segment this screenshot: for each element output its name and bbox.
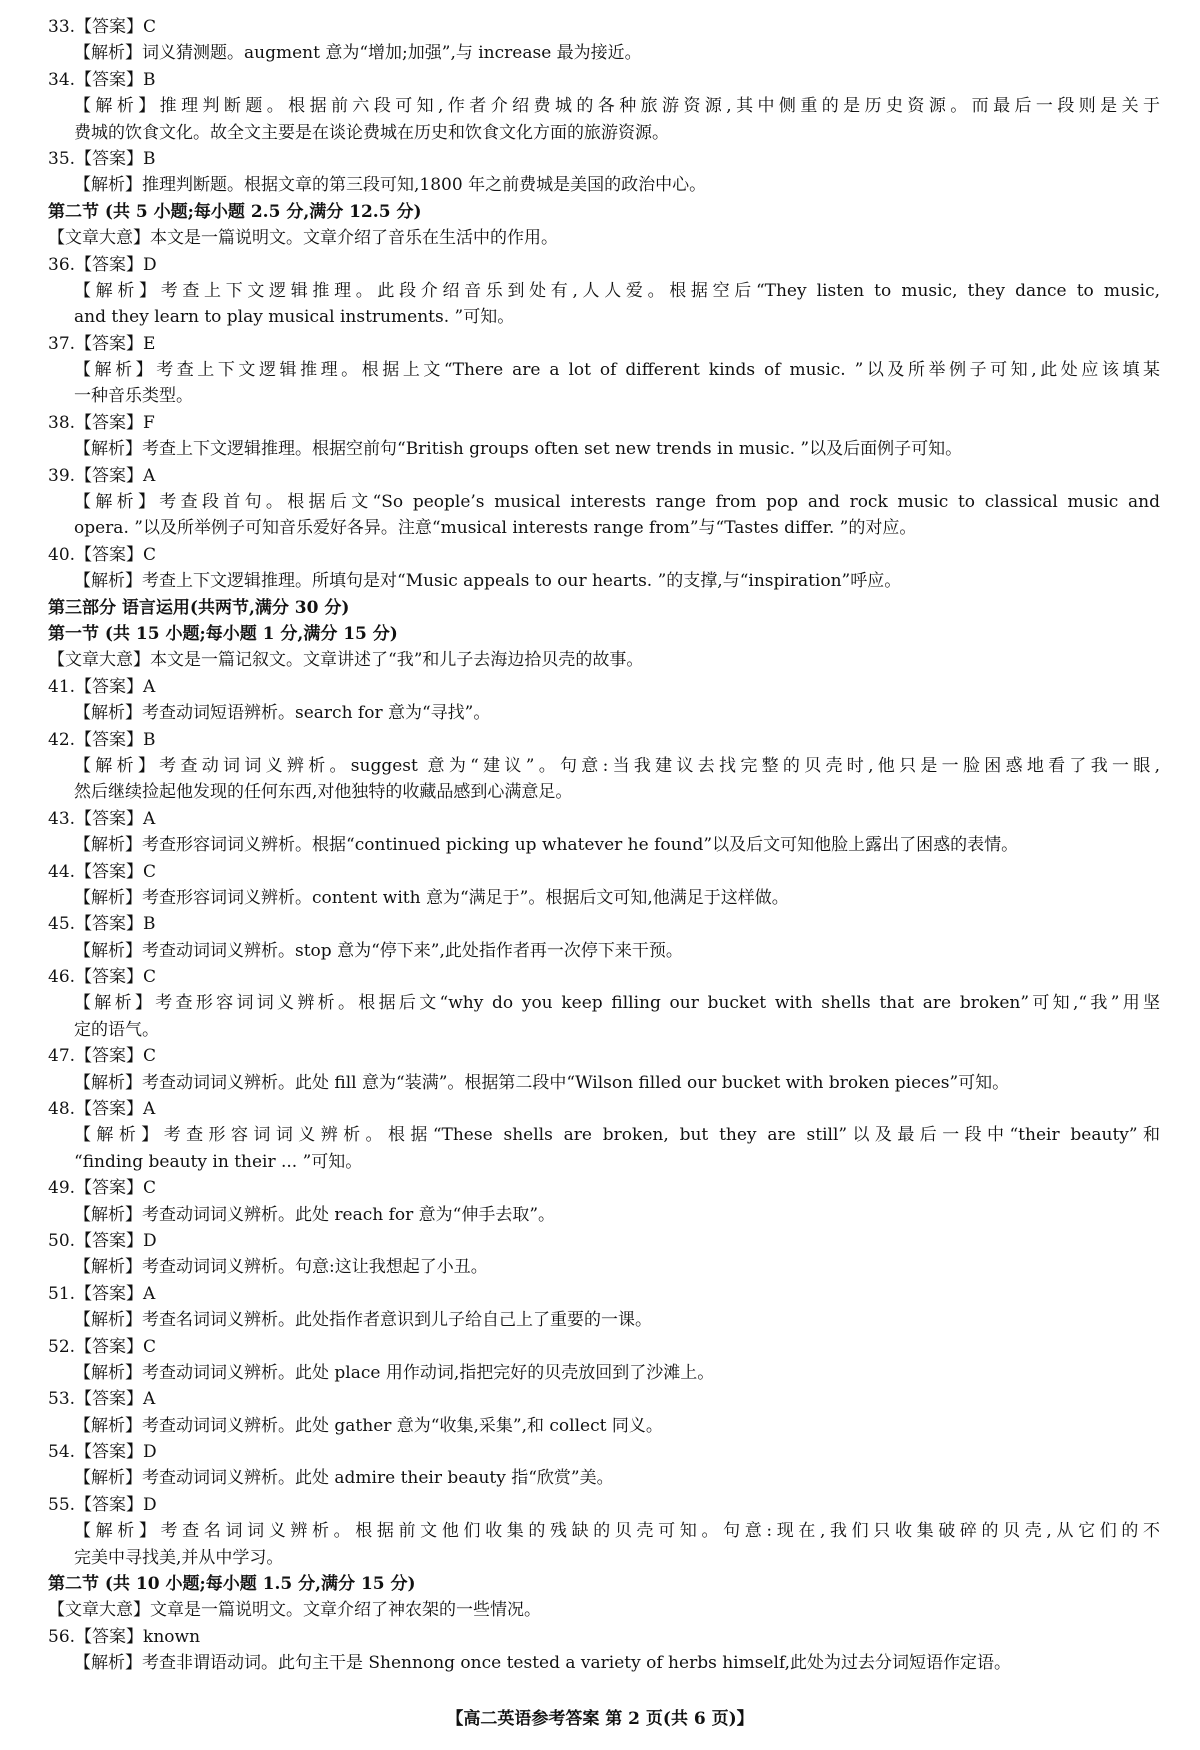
explanation-line: 【解析】考查动词词义辨析。suggest 意为“建议”。句意:当我建议去找完整的贝壳时,他只是一脸困惑地看了我一眼, — [74, 755, 1160, 776]
article-summary: 【文章大意】文章是一篇说明文。文章介绍了神农架的一些情况。 — [48, 1600, 541, 1621]
explanation-line: 【解析】考查上下文逻辑推理。所填句是对“Music appeals to our hearts. ”的支撑,与“inspiration”呼应。 — [74, 571, 902, 592]
explanation-line: 【解析】考查形容词词义辨析。根据“These shells are broken, but they are still”以及最后一段中“their beauty”和 — [74, 1125, 1160, 1146]
explanation-line: 【解析】考查上下文逻辑推理。此段介绍音乐到处有,人人爱。根据空后“They listen to music, they dance to music, — [74, 280, 1160, 301]
answer-line: 47.【答案】C — [48, 1046, 157, 1067]
explanation-line: 【解析】考查形容词词义辨析。根据“continued picking up whatever he found”以及后文可知他脸上露出了困惑的表情。 — [74, 835, 1019, 856]
answer-line: 52.【答案】C — [48, 1336, 157, 1357]
explanation-line: 【解析】词义猜测题。augment 意为“增加;加强”,与 increase 最为接近。 — [74, 43, 642, 64]
answer-line: 55.【答案】D — [48, 1494, 157, 1515]
answer-line: 40.【答案】C — [48, 544, 157, 565]
explanation-line: 【解析】考查名词词义辨析。此处指作者意识到儿子给自己上了重要的一课。 — [74, 1310, 652, 1331]
explanation-line: 【解析】推理判断题。根据前六段可知,作者介绍费城的各种旅游资源,其中侧重的是历史资源。而最后一段则是关于 — [74, 96, 1160, 117]
explanation-line: 【解析】考查动词词义辨析。stop 意为“停下来”,此处指作者再一次停下来干预。 — [74, 940, 683, 961]
answer-line: 37.【答案】E — [48, 333, 156, 354]
explanation-line: 【解析】考查动词短语辨析。search for 意为“寻找”。 — [74, 703, 491, 724]
explanation-line: 完美中寻找美,并从中学习。 — [74, 1547, 284, 1568]
answer-line: 53.【答案】A — [48, 1389, 156, 1410]
explanation-line: 【解析】考查上下文逻辑推理。根据空前句“British groups often set new trends in music. ”以及后面例子可知。 — [74, 439, 963, 460]
explanation-line: 然后继续捡起他发现的任何东西,对他独特的收藏品感到心满意足。 — [74, 782, 573, 803]
explanation-line: 定的语气。 — [74, 1019, 159, 1040]
answer-line: 33.【答案】C — [48, 17, 157, 37]
answer-key-content — [48, 14, 1160, 1677]
answer-line: 38.【答案】F — [48, 412, 155, 433]
article-summary: 【文章大意】本文是一篇记叙文。文章讲述了“我”和儿子去海边拾贝壳的故事。 — [48, 650, 644, 671]
answer-line: 48.【答案】A — [48, 1099, 156, 1120]
explanation-line: 一种音乐类型。 — [74, 386, 193, 407]
explanation-line: 【解析】考查形容词词义辨析。content with 意为“满足于”。根据后文可知,他满足于这样做。 — [74, 887, 789, 908]
section-heading: 第三部分 语言运用(共两节,满分 30 分) — [48, 597, 350, 618]
answer-line: 49.【答案】C — [48, 1178, 157, 1199]
answer-line: 51.【答案】A — [48, 1283, 156, 1304]
answer-line: 45.【答案】B — [48, 914, 156, 935]
page-footer: 【高二英语参考答案 第 2 页(共 6 页)】 — [446, 1709, 754, 1729]
explanation-line: 费城的饮食文化。故全文主要是在谈论费城在历史和饮食文化方面的旅游资源。 — [74, 122, 669, 143]
answer-line: 34.【答案】B — [48, 69, 156, 90]
explanation-line: 【解析】考查名词词义辨析。根据前文他们收集的残缺的贝壳可知。句意:现在,我们只收集破碎的贝壳,从它们的不 — [74, 1521, 1160, 1542]
answer-line: 50.【答案】D — [48, 1230, 157, 1251]
answer-line: 42.【答案】B — [48, 729, 156, 750]
section-heading: 第二节 (共 5 小题;每小题 2.5 分,满分 12.5 分) — [48, 201, 422, 222]
explanation-line: 【解析】考查动词词义辨析。句意:这让我想起了小丑。 — [74, 1257, 488, 1278]
answer-line: 56.【答案】known — [48, 1626, 201, 1647]
explanation-line: 【解析】考查形容词词义辨析。根据后文“why do you keep filling our bucket with shells that are broken”可知,“我”用坚 — [74, 993, 1160, 1014]
answer-line: 44.【答案】C — [48, 861, 157, 882]
answer-line: 39.【答案】A — [48, 465, 156, 486]
answer-line: 36.【答案】D — [48, 254, 157, 275]
explanation-line: 【解析】推理判断题。根据文章的第三段可知,1800 年之前费城是美国的政治中心。 — [74, 175, 707, 196]
answer-line: 43.【答案】A — [48, 808, 156, 829]
explanation-line: 【解析】考查动词词义辨析。此处 gather 意为“收集,采集”,和 collect 同义。 — [74, 1415, 663, 1436]
answer-line: 54.【答案】D — [48, 1442, 157, 1463]
explanation-line: 【解析】考查段首句。根据后文“So people’s musical interests range from pop and rock music to classical music and — [74, 492, 1160, 513]
section-heading: 第二节 (共 10 小题;每小题 1.5 分,满分 15 分) — [48, 1574, 416, 1595]
answer-line: 41.【答案】A — [48, 676, 156, 697]
answer-line: 35.【答案】B — [48, 148, 156, 169]
explanation-line: and they learn to play musical instruments. ”可知。 — [74, 307, 515, 328]
article-summary: 【文章大意】本文是一篇说明文。文章介绍了音乐在生活中的作用。 — [48, 228, 558, 249]
explanation-line: 【解析】考查上下文逻辑推理。根据上文“There are a lot of different kinds of music. ”以及所举例子可知,此处应该填某 — [74, 360, 1160, 381]
explanation-line: 【解析】考查动词词义辨析。此处 place 用作动词,指把完好的贝壳放回到了沙滩上。 — [74, 1362, 715, 1383]
explanation-line: 【解析】考查动词词义辨析。此处 fill 意为“装满”。根据第二段中“Wilson filled our bucket with broken pieces”可知。 — [74, 1072, 1010, 1093]
answer-line: 46.【答案】C — [48, 967, 157, 988]
explanation-line: 【解析】考查动词词义辨析。此处 admire their beauty 指“欣赏”美。 — [74, 1468, 614, 1489]
explanation-line: “finding beauty in their ... ”可知。 — [74, 1151, 363, 1172]
explanation-line: opera. ”以及所举例子可知音乐爱好各异。注意“musical interests range from”与“Tastes differ. ”的对应。 — [74, 518, 917, 539]
explanation-line: 【解析】考查动词词义辨析。此处 reach for 意为“伸手去取”。 — [74, 1204, 556, 1225]
section-heading: 第一节 (共 15 小题;每小题 1 分,满分 15 分) — [48, 623, 398, 644]
explanation-line: 【解析】考查非谓语动词。此句主干是 Shennong once tested a variety of herbs himself,此处为过去分词短语作定语。 — [74, 1653, 1012, 1674]
